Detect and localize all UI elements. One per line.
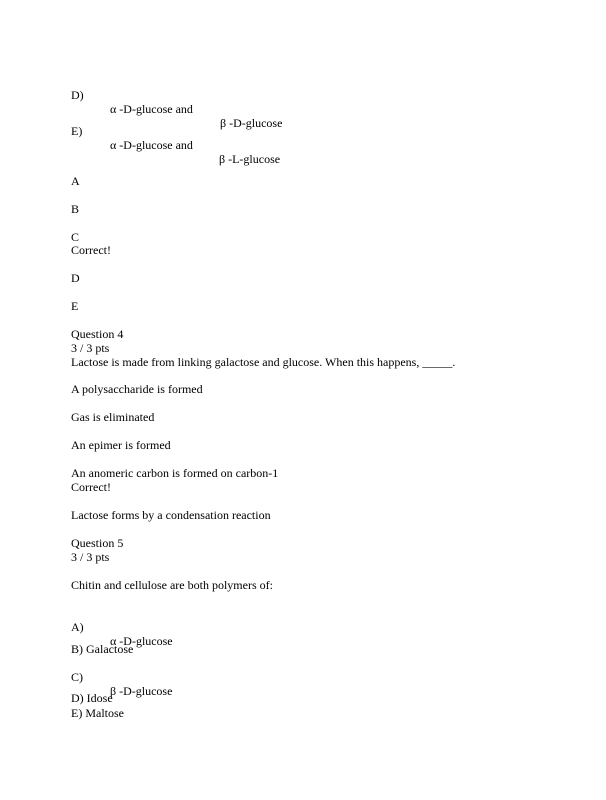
q4-option-1[interactable]: A polysaccharide is formed bbox=[71, 382, 203, 396]
q5-option-a-letter: A) bbox=[71, 620, 84, 634]
q5-points: 3 / 3 pts bbox=[71, 550, 110, 564]
q3-option-e-second: β -L-glucose bbox=[219, 152, 281, 166]
q4-option-2[interactable]: Gas is eliminated bbox=[71, 410, 155, 424]
q3-answer-c[interactable]: C bbox=[71, 230, 80, 244]
q5-option-a-text: α -D-glucose bbox=[110, 634, 173, 648]
q4-correct-label: Correct! bbox=[71, 480, 111, 494]
q4-option-5[interactable]: Lactose forms by a condensation reaction bbox=[71, 508, 271, 522]
q5-option-d[interactable]: D) Idose bbox=[71, 691, 113, 705]
q3-option-d-second: β -D-glucose bbox=[220, 116, 283, 130]
q3-answer-b[interactable]: B bbox=[71, 202, 80, 216]
q3-option-d-letter: D) bbox=[71, 88, 84, 102]
q4-prompt: Lactose is made from linking galactose and glucose. When this happens, _____. bbox=[71, 355, 456, 369]
q3-option-e-letter: E) bbox=[71, 124, 83, 138]
q3-option-d-first: α -D-glucose and bbox=[110, 102, 193, 116]
q4-option-3[interactable]: An epimer is formed bbox=[71, 438, 171, 452]
q5-title: Question 5 bbox=[71, 536, 124, 550]
q5-option-c-text: β -D-glucose bbox=[110, 684, 173, 698]
q5-prompt: Chitin and cellulose are both polymers of: bbox=[71, 578, 273, 592]
q3-correct-label: Correct! bbox=[71, 243, 111, 257]
q5-option-e[interactable]: E) Maltose bbox=[71, 706, 124, 720]
q5-option-b[interactable]: B) Galactose bbox=[71, 642, 134, 656]
q4-points: 3 / 3 pts bbox=[71, 341, 110, 355]
q3-answer-e[interactable]: E bbox=[71, 299, 79, 313]
q4-title: Question 4 bbox=[71, 327, 124, 341]
q3-answer-a[interactable]: A bbox=[71, 174, 80, 188]
q4-option-4[interactable]: An anomeric carbon is formed on carbon-1 bbox=[71, 466, 279, 480]
q3-option-e-first: α -D-glucose and bbox=[110, 138, 193, 152]
q3-answer-d[interactable]: D bbox=[71, 271, 80, 285]
q5-option-c-letter: C) bbox=[71, 670, 83, 684]
